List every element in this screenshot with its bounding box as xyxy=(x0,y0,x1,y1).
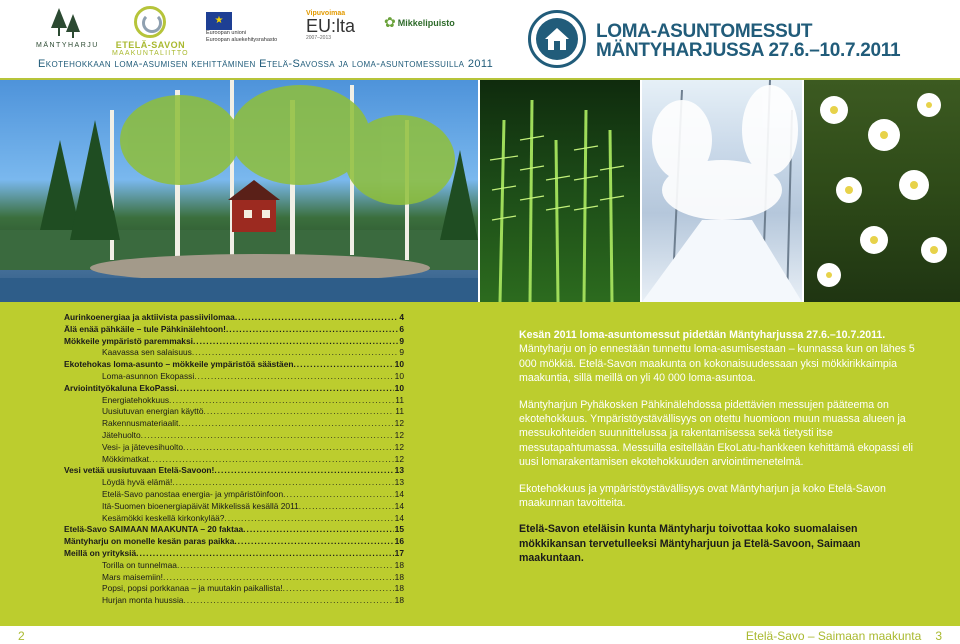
toc-entry xyxy=(56,489,404,501)
toc-entry xyxy=(56,324,404,336)
eu-logo-line1: Euroopan unioni xyxy=(206,30,247,36)
toc-entry xyxy=(56,548,404,560)
horsetail-plants-photo xyxy=(480,80,640,302)
wood-anemone-flowers-photo xyxy=(804,80,960,302)
toc-entry-title: Mökkeile ympäristö paremmaksi xyxy=(64,335,193,346)
pine-trees-icon xyxy=(47,6,87,40)
article-paragraph xyxy=(519,328,921,386)
toc-leader-dots xyxy=(183,442,394,454)
toc-leader-dots xyxy=(183,595,393,607)
toc-entry-page: 13 xyxy=(394,477,404,488)
toc-leader-dots xyxy=(299,501,394,513)
toc-entry-title: Etelä-Savo panostaa energia- ja ympäristöinfoon xyxy=(102,488,284,499)
toc-entry-title: Löydä hyvä elämä! xyxy=(102,477,173,488)
toc-leader-dots xyxy=(149,454,394,466)
toc-entry-title: Popsi, popsi porkkanaa – ja muutakin paikallista! xyxy=(102,583,283,594)
toc-leader-dots xyxy=(193,336,398,348)
toc-entry-page: 14 xyxy=(394,488,404,499)
toc-leader-dots xyxy=(283,489,394,501)
toc-entry-title: Energiatehokkuus xyxy=(102,394,170,405)
toc-entry-title: Mars maisemiin! xyxy=(102,571,163,582)
toc-entry xyxy=(56,595,404,607)
toc-entry-page: 12 xyxy=(394,453,404,464)
toc-leader-dots xyxy=(194,371,393,383)
toc-entry xyxy=(56,501,404,513)
vipuvoimaa-eu-text: EU:lta xyxy=(306,16,356,36)
vipuvoimaa-years: 2007–2013 xyxy=(306,35,332,41)
toc-entry-title: Hurjan monta huussia xyxy=(102,595,184,606)
toc-entry-title: Loma-asunnon Ekopassi xyxy=(102,370,195,381)
toc-entry xyxy=(56,524,404,536)
etelasavo-logo-title: ETELÄ-SAVON xyxy=(115,40,186,50)
toc-entry xyxy=(56,536,404,548)
toc-leader-dots xyxy=(177,560,394,572)
toc-entry xyxy=(56,312,404,324)
page-number-left: 2 xyxy=(18,629,25,643)
toc-leader-dots xyxy=(214,465,393,477)
toc-entry-title: Itä-Suomen bioenergiapäivät Mikkelissä kesällä 2011 xyxy=(102,500,299,511)
toc-entry-title: Arviointityökaluna EkoPassi xyxy=(64,382,177,393)
toc-leader-dots xyxy=(234,536,393,548)
etelasavo-emblem-icon xyxy=(134,6,166,38)
toc-entry-page: 12 xyxy=(394,418,404,429)
toc-entry-title: Kesämökki keskellä kirkonkylää? xyxy=(102,512,225,523)
running-title: Etelä-Savo – Saimaan maakunta xyxy=(745,629,922,643)
toc-leader-dots xyxy=(204,406,395,418)
toc-entry-page: 16 xyxy=(394,536,404,547)
toc-entry-page: 10 xyxy=(394,382,404,393)
toc-entry-title: Aurinkoenergiaa ja aktiivista passiivilomaa xyxy=(64,312,235,322)
article-lead-rest: Mäntyharju on jo ennestään tunnettu loma-asumisestaan – kunnassa kun on lähes 5 000 mökkiä. Etelä-Savon maakunta on kokonaisuudessaan yksi mökkirikkaimpia maakuntia, sillä meillä on yli 40 000 loma-asuntoa. xyxy=(519,343,915,385)
toc-entry-page: 18 xyxy=(394,583,404,594)
article-paragraph-3: Ekotehokkuus ja ympäristöystävällisyys ovat Mäntyharjun ja koko Etelä-Savon maakunnan tavoitteita. xyxy=(519,482,886,510)
toc-entry-page: 18 xyxy=(394,595,404,606)
toc-entry xyxy=(56,583,404,595)
content-band xyxy=(0,302,960,626)
toc-leader-dots xyxy=(243,524,394,536)
project-subheader: Ekotehokkaan loma-asumisen kehittäminen Etelä-Savossa ja loma-asuntomessuilla 2011 xyxy=(38,58,494,70)
toc-entry xyxy=(56,477,404,489)
housing-fair-emblem xyxy=(528,10,586,68)
toc-entry-title: Uusiutuvan energian käyttö xyxy=(102,406,204,417)
toc-entry xyxy=(56,347,404,359)
toc-entry-title: Mäntyharju on monelle kesän paras paikka xyxy=(64,536,235,547)
mantyharju-logo xyxy=(36,6,99,49)
toc-entry-page: 17 xyxy=(394,547,404,558)
lakeside-cottage-photo xyxy=(0,80,478,302)
toc-entry-page: 13 xyxy=(394,465,404,476)
article-paragraph-2: Mäntyharjun Pyhäkosken Pähkinälehdossa pidettävien messujen pääteema on ekotehokkuus. Ympäristöystävällisyys on otettu huomioon muun muassa alueen ja messukohteiden suunnittelussa ja rakentamisessa sekä tietysti itse messutapahtumassa. Messuilla esitellään EkoLatu-hankkeen kehittämä ekopassi eli uusi lomarakentamisen ekotehokkuuden arviointimenetelmä. xyxy=(519,398,913,469)
toc-entry-page: 15 xyxy=(394,524,404,535)
toc-entry xyxy=(56,442,404,454)
toc-entry-page: 6 xyxy=(399,323,404,334)
toc-entry xyxy=(56,465,404,477)
eu-logo xyxy=(206,12,277,44)
table-of-contents xyxy=(56,312,404,607)
toc-leader-dots xyxy=(283,583,394,595)
page-footer xyxy=(0,626,960,644)
toc-entry-page: 9 xyxy=(399,335,404,346)
toc-entry-title: Vesi- ja jätevesihuolto xyxy=(102,441,184,452)
mikkelipuisto-logo xyxy=(384,14,455,31)
toc-entry xyxy=(56,395,404,407)
toc-entry-page: 10 xyxy=(394,370,404,381)
toc-entry-page: 11 xyxy=(395,394,404,405)
toc-entry-title: Älä enää pähkäile – tule Pähkinälehtoon! xyxy=(64,323,226,334)
toc-entry-page: 4 xyxy=(399,312,404,322)
toc-leader-dots xyxy=(293,359,393,371)
toc-entry xyxy=(56,371,404,383)
toc-entry-title: Torilla on tunnelmaa xyxy=(102,559,177,570)
toc-leader-dots xyxy=(141,430,394,442)
article-lead: Kesän 2011 loma-asuntomessut pidetään Mäntyharjussa 27.6.–10.7.2011. xyxy=(519,329,886,341)
housing-fair-title xyxy=(596,22,900,60)
footer-right xyxy=(746,629,942,643)
page-header xyxy=(0,0,960,80)
toc-entry-title: Ekotehokas loma-asunto – mökkeile ympäristöä säästäen xyxy=(64,359,294,370)
toc-entry-page: 12 xyxy=(394,429,404,440)
vipuvoimaa-title: Vipuvoimaa xyxy=(306,10,346,17)
toc-entry-title: Vesi vetää uusiutuvaan Etelä-Savoon! xyxy=(64,465,215,476)
toc-entry-title: Kaavassa sen salaisuus xyxy=(102,347,192,358)
housing-fair-title-line2: MÄNTYHARJUSSA 27.6.–10.7.2011 xyxy=(596,40,901,61)
toc-entry xyxy=(56,418,404,430)
toc-entry xyxy=(56,383,404,395)
mikkelipuisto-name: Mikkelipuisto xyxy=(397,17,455,28)
toc-entry-title: Jätehuolto xyxy=(102,429,141,440)
toc-entry xyxy=(56,430,404,442)
toc-entry xyxy=(56,406,404,418)
toc-entry xyxy=(56,560,404,572)
eu-flag-icon: ★ xyxy=(206,12,232,30)
toc-entry xyxy=(56,336,404,348)
toc-entry xyxy=(56,454,404,466)
flower-icon: ✿ xyxy=(384,14,396,30)
toc-entry-page: 9 xyxy=(399,347,404,358)
toc-entry-page: 18 xyxy=(394,571,404,582)
eu-logo-line2: Euroopan aluekehitysrahasto xyxy=(206,37,278,43)
toc-leader-dots xyxy=(235,312,398,324)
etelasavo-logo xyxy=(112,6,189,57)
photo-strip xyxy=(0,80,960,302)
etelasavo-logo-sub: MAAKUNTALIITTO xyxy=(112,50,189,57)
housing-fair-title-line1: LOMA-ASUNTOMESSUT xyxy=(596,21,813,42)
toc-entry-page: 14 xyxy=(394,512,404,523)
toc-leader-dots xyxy=(192,347,398,359)
toc-entry-page: 10 xyxy=(394,359,404,370)
toc-entry xyxy=(56,572,404,584)
toc-entry xyxy=(56,359,404,371)
toc-entry-title: Rakennusmateriaalit xyxy=(102,418,179,429)
toc-leader-dots xyxy=(172,477,393,489)
article-closing: Etelä-Savon eteläisin kunta Mäntyharju toivottaa koko suomalaisen mökkikansan tervetulleeksi Mäntyharjuun ja Etelä-Savoon, Saimaan maakuntaan. xyxy=(519,523,861,565)
toc-leader-dots xyxy=(163,572,394,584)
house-icon xyxy=(543,26,571,52)
toc-entry-page: 12 xyxy=(394,441,404,452)
toc-leader-dots xyxy=(224,513,393,525)
vipuvoimaa-logo xyxy=(306,10,355,41)
toc-leader-dots xyxy=(226,324,398,336)
page-number-right: 3 xyxy=(935,629,942,643)
toc-entry-title: Meillä on yrityksiä xyxy=(64,547,137,558)
toc-entry-page: 14 xyxy=(394,500,404,511)
intro-article xyxy=(519,328,921,578)
toc-entry xyxy=(56,513,404,525)
mantyharju-logo-text: MÄNTYHARJU xyxy=(36,42,99,49)
toc-leader-dots xyxy=(178,418,393,430)
toc-entry-title: Etelä-Savo SAIMAAN MAAKUNTA – 20 faktaa xyxy=(64,524,244,535)
toc-leader-dots xyxy=(177,383,394,395)
toc-leader-dots xyxy=(169,395,394,407)
toc-entry-title: Mökkimatkat xyxy=(102,453,150,464)
toc-entry-page: 18 xyxy=(394,559,404,570)
toc-entry-page: 11 xyxy=(395,406,404,417)
toc-leader-dots xyxy=(136,548,394,560)
snowy-forest-photo xyxy=(642,80,802,302)
